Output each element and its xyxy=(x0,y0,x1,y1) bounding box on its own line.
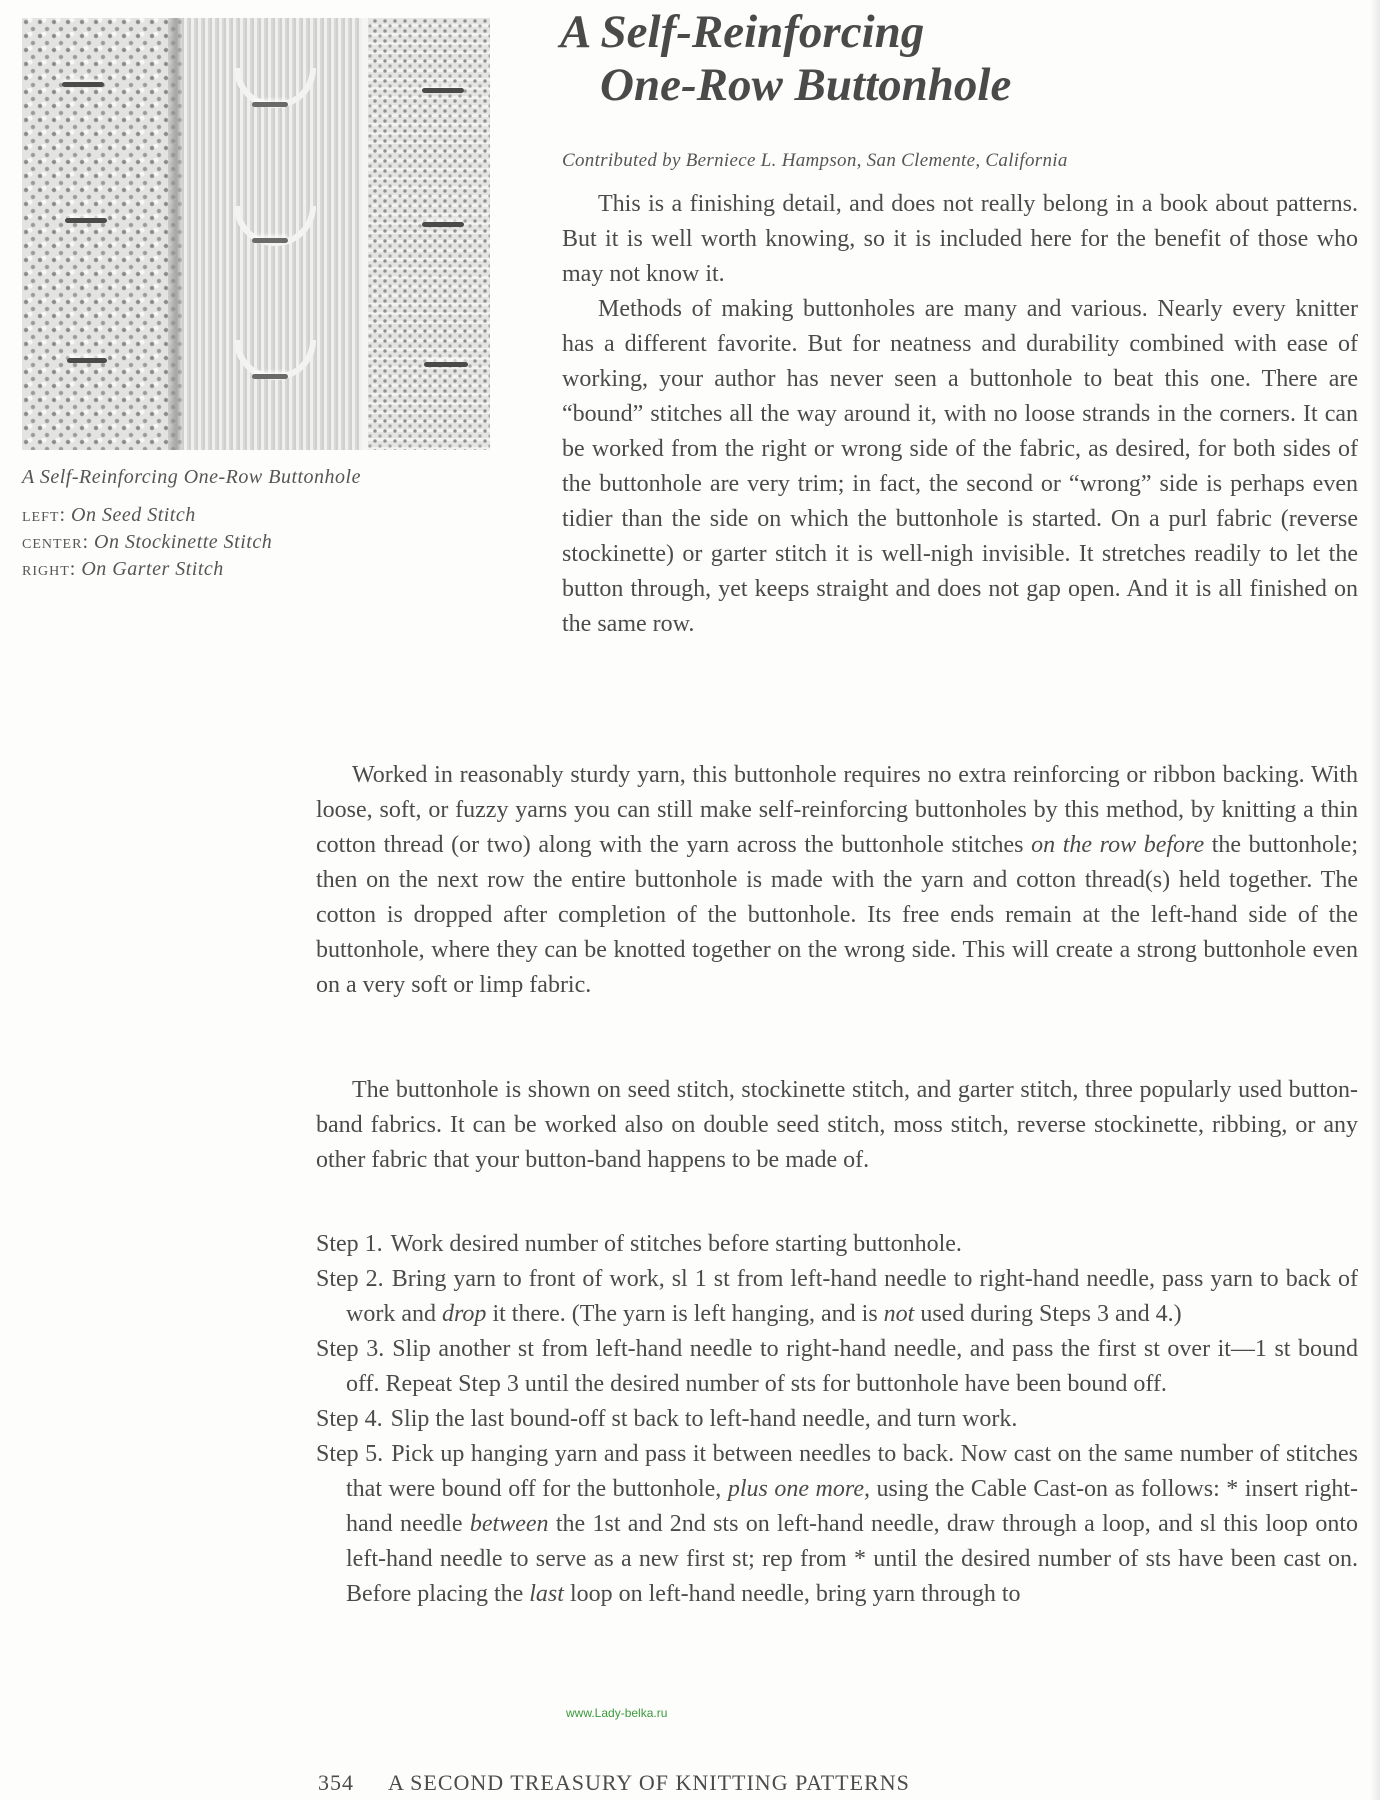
paragraph-indent xyxy=(562,296,598,322)
step-text: it there. (The yarn is left hanging, and is xyxy=(486,1301,884,1327)
step-text: the 1st and 2nd sts on left-hand needle, draw through a loop, and sl this loop onto left-hand needle to serve as a new first st; rep from * until the desired number of sts have been cast on. Before placing the xyxy=(346,1511,1358,1607)
step-5 xyxy=(316,1437,1358,1612)
caption-text: On Stockinette Stitch xyxy=(94,531,273,553)
step-text: Bring yarn to front of work, sl 1 st from left-hand needle to right-hand needle, pass yarn to back of work and xyxy=(346,1266,1358,1327)
buttonhole-slit xyxy=(252,374,288,379)
step-label: Step 2. xyxy=(316,1266,384,1292)
contributor-line: Contributed by Berniece L. Hampson, San Clemente, California xyxy=(562,150,1068,171)
step-label: Step 4. xyxy=(316,1406,383,1432)
step-2 xyxy=(316,1262,1358,1332)
buttonhole-slit xyxy=(422,222,464,227)
step-1 xyxy=(316,1227,1358,1262)
step-3 xyxy=(316,1332,1358,1402)
emphasis-text: last xyxy=(529,1581,564,1607)
step-text: using the Cable Cast-on as follows: * insert right-hand needle xyxy=(346,1476,1358,1537)
step-text: used during Steps 3 and 4.) xyxy=(914,1301,1182,1327)
page-number: 354 xyxy=(318,1770,354,1795)
garter-stitch-swatch xyxy=(362,18,490,450)
page-footer xyxy=(318,1770,910,1796)
pattern-title xyxy=(560,6,1011,112)
caption-right xyxy=(22,558,224,581)
step-label: Step 1. xyxy=(316,1231,383,1257)
paragraph-text: Methods of making buttonholes are many and various. Nearly every knitter has a different favorite. But for neatness and durability combined with ease of working, your author has never seen a buttonhole to beat this one. There are “bound” stitches all the way around it, with no loose strands in the corners. It can be worked from the right or wrong side of the fabric, as desired, for both sides of the buttonhole are very trim; in fact, the second or “wrong” side is perhaps even tidier than the side on which the buttonhole is started. On a purl fabric (reverse stockinette) or garter stitch it is well-nigh invisible. It stretches readily to let the button through, yet keeps straight and does not gap open. And it is all finished on the same row. xyxy=(562,296,1358,637)
paragraph-text: This is a finishing detail, and does not really belong in a book about patterns. But it is well worth knowing, so it is included here for the benefit of those who may not know it. xyxy=(562,191,1358,287)
step-text: loop on left-hand needle, bring yarn through to xyxy=(563,1581,1021,1607)
emphasis-text: plus one more, xyxy=(727,1476,870,1502)
steps-list xyxy=(316,1227,1358,1612)
intro-paragraph-2 xyxy=(562,292,1358,642)
buttonhole-slit xyxy=(67,358,107,363)
title-line-1: A Self-Reinforcing xyxy=(560,6,925,58)
body-paragraph-reinforcing xyxy=(316,758,1358,1003)
paragraph-text: the buttonhole; then on the next row the entire buttonhole is made with the yarn and cotton thread(s) held together. The cotton is dropped after completion of the buttonhole. Its free ends remain at the left-hand side of the buttonhole, where they can be knotted together on the wrong side. This will create a strong buttonhole even on a very soft or limp fabric. xyxy=(316,832,1358,998)
seed-stitch-swatch xyxy=(22,18,182,450)
caption-label: center: xyxy=(22,531,89,553)
step-label: Step 5. xyxy=(316,1441,384,1467)
paragraph-text: The buttonhole is shown on seed stitch, stockinette stitch, and garter stitch, three popularly used button-band fabrics. It can be worked also on double seed stitch, moss stitch, reverse stockinette, ribbing, or any other fabric that your button-band happens to be made of. xyxy=(316,1077,1358,1173)
emphasis-text: between xyxy=(469,1511,549,1537)
buttonhole-slit xyxy=(252,238,288,243)
buttonhole-slit xyxy=(252,102,288,107)
paragraph-indent xyxy=(316,1077,352,1103)
caption-text: On Garter Stitch xyxy=(81,558,224,580)
caption-left xyxy=(22,504,196,527)
emphasis-text: not xyxy=(883,1301,915,1327)
step-4 xyxy=(316,1402,1358,1437)
photo-caption-title: A Self-Reinforcing One-Row Buttonhole xyxy=(22,466,361,488)
paragraph-text: Worked in reasonably sturdy yarn, this buttonhole requires no extra reinforcing or ribbon backing. With loose, soft, or fuzzy yarns you can still make self-reinforcing buttonholes by this method, by knitting a thin cotton thread (or two) along with the yarn across the buttonhole stitches xyxy=(316,762,1358,858)
buttonhole-slit xyxy=(422,88,464,93)
step-label: Step 3. xyxy=(316,1336,385,1362)
step-text: Work desired number of stitches before starting buttonhole. xyxy=(390,1231,962,1257)
emphasis-text: on the row before xyxy=(1031,832,1205,858)
caption-label: right: xyxy=(22,558,77,580)
paragraph-indent xyxy=(562,191,598,217)
page-edge-shadow xyxy=(1370,0,1380,1800)
running-title: A SECOND TREASURY OF KNITTING PATTERNS xyxy=(388,1770,910,1795)
body-paragraph-fabrics xyxy=(316,1073,1358,1178)
step-text: Pick up hanging yarn and pass it between needles to back. Now cast on the same number of stitches that were bound off for the buttonhole, xyxy=(346,1441,1359,1502)
paragraph-indent xyxy=(316,762,352,788)
caption-label: left: xyxy=(22,504,66,526)
buttonhole-slit xyxy=(65,218,107,223)
caption-center xyxy=(22,531,272,554)
stockinette-stitch-swatch xyxy=(182,18,362,450)
swatch-photo xyxy=(22,18,490,450)
buttonhole-slit xyxy=(424,362,468,367)
intro-paragraph-1 xyxy=(562,187,1358,292)
caption-text: On Seed Stitch xyxy=(71,504,196,526)
buttonhole-slit xyxy=(62,82,104,87)
emphasis-text: drop xyxy=(441,1301,487,1327)
watermark-link[interactable]: www.Lady-belka.ru xyxy=(566,1706,668,1720)
title-line-2: One-Row Buttonhole xyxy=(600,59,1012,111)
step-text: Slip the last bound-off st back to left-hand needle, and turn work. xyxy=(390,1406,1018,1432)
step-text: Slip another st from left-hand needle to right-hand needle, and pass the first st over it—1 st bound off. Repeat Step 3 until the desired number of sts for buttonhole have been bound off. xyxy=(346,1336,1358,1397)
